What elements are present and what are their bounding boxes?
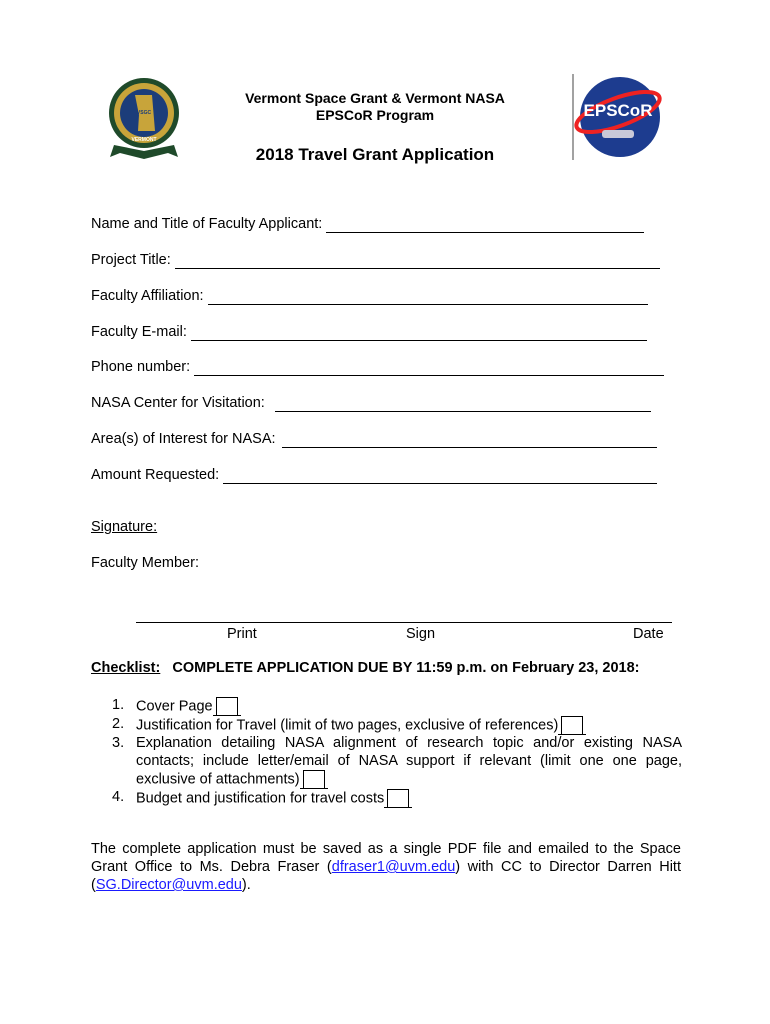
signature-heading: Signature: xyxy=(91,519,158,535)
nasa-center-label: NASA Center for Visitation: xyxy=(91,395,265,411)
email-link-fraser[interactable]: dfraser1@uvm.edu xyxy=(331,859,456,875)
nasa-center-field[interactable] xyxy=(91,394,651,412)
checklist-item xyxy=(112,716,682,735)
faculty-name-label: Name and Title of Faculty Applicant: xyxy=(91,216,323,232)
checklist-heading xyxy=(91,660,639,676)
checklist-item-text: Cover Page xyxy=(136,698,213,715)
areas-of-interest-label: Area(s) of Interest for NASA: xyxy=(91,431,276,447)
checklist-item-number: 1. xyxy=(112,697,125,713)
seal-text-top: VSGC xyxy=(136,110,152,116)
explanation-checkbox[interactable] xyxy=(303,770,325,789)
cover-page-checkbox[interactable] xyxy=(216,697,238,716)
faculty-email-label: Faculty E-mail: xyxy=(91,324,187,340)
faculty-name-line[interactable] xyxy=(326,218,644,233)
project-title-label: Project Title: xyxy=(91,252,171,268)
epscor-logo-text: EPSCoR xyxy=(583,101,653,120)
phone-number-line[interactable] xyxy=(194,361,664,376)
budget-checkbox[interactable] xyxy=(387,789,409,808)
submission-instructions xyxy=(91,840,681,894)
project-title-field[interactable] xyxy=(91,251,660,269)
amount-requested-field[interactable] xyxy=(91,466,657,484)
checklist-item xyxy=(112,735,682,789)
checklist-due: COMPLETE APPLICATION DUE BY 11:59 p.m. on February 23, 2018: xyxy=(172,660,640,676)
checklist-item-text: Budget and justification for travel costs xyxy=(136,790,385,807)
amount-requested-label: Amount Requested: xyxy=(91,467,220,483)
checklist-item-number: 3. xyxy=(112,735,125,751)
nasa-epscor-logo xyxy=(572,72,664,162)
faculty-email-field[interactable] xyxy=(91,323,647,341)
checklist-item-number: 4. xyxy=(112,789,125,805)
areas-of-interest-line[interactable] xyxy=(282,433,657,448)
phone-number-field[interactable] xyxy=(91,358,664,376)
faculty-email-line[interactable] xyxy=(191,326,647,341)
checklist-item xyxy=(112,697,682,716)
checklist-item-text: Justification for Travel (limit of two pages, exclusive of references) xyxy=(136,717,559,734)
checklist-item-number: 2. xyxy=(112,716,125,732)
checklist-item-text: Explanation detailing NASA alignment of research topic and/or existing NASA contacts; include letter/email of NASA support if relevant (limit one one page, exclusive of attachments) xyxy=(136,735,682,788)
faculty-name-field[interactable] xyxy=(91,215,644,233)
faculty-affiliation-line[interactable] xyxy=(208,290,648,305)
seal-text-bottom: VERMONT xyxy=(131,137,157,143)
footer-text-2: ) with CC to Director Darren Hitt ( xyxy=(91,859,681,893)
phone-number-label: Phone number: xyxy=(91,359,191,375)
footer-text-3: ). xyxy=(241,877,251,893)
amount-requested-line[interactable] xyxy=(223,469,657,484)
signature-line[interactable] xyxy=(136,622,672,623)
nasa-center-line[interactable] xyxy=(275,397,651,412)
sign-label: Sign xyxy=(406,626,436,642)
checklist-items xyxy=(112,697,682,808)
checklist-label: Checklist: xyxy=(91,660,161,676)
email-link-director[interactable]: SG.Director@uvm.edu xyxy=(95,877,242,893)
faculty-affiliation-label: Faculty Affiliation: xyxy=(91,288,204,304)
date-label: Date xyxy=(633,626,664,642)
header-line-2: EPSCoR Program xyxy=(315,107,435,123)
page-title: 2018 Travel Grant Application xyxy=(255,145,495,164)
footer-text-1: The complete application must be saved as a single PDF file and emailed to the Space Grant Office to Ms. Debra Fraser ( xyxy=(91,841,681,875)
faculty-member-label: Faculty Member: xyxy=(91,555,199,571)
print-label: Print xyxy=(227,626,257,642)
areas-of-interest-field[interactable] xyxy=(91,430,657,448)
vermont-space-grant-seal xyxy=(108,75,180,163)
justification-checkbox[interactable] xyxy=(561,716,583,735)
header-line-1: Vermont Space Grant & Vermont NASA xyxy=(245,90,505,106)
project-title-line[interactable] xyxy=(175,254,660,269)
checklist-item xyxy=(112,789,682,808)
faculty-affiliation-field[interactable] xyxy=(91,287,648,305)
